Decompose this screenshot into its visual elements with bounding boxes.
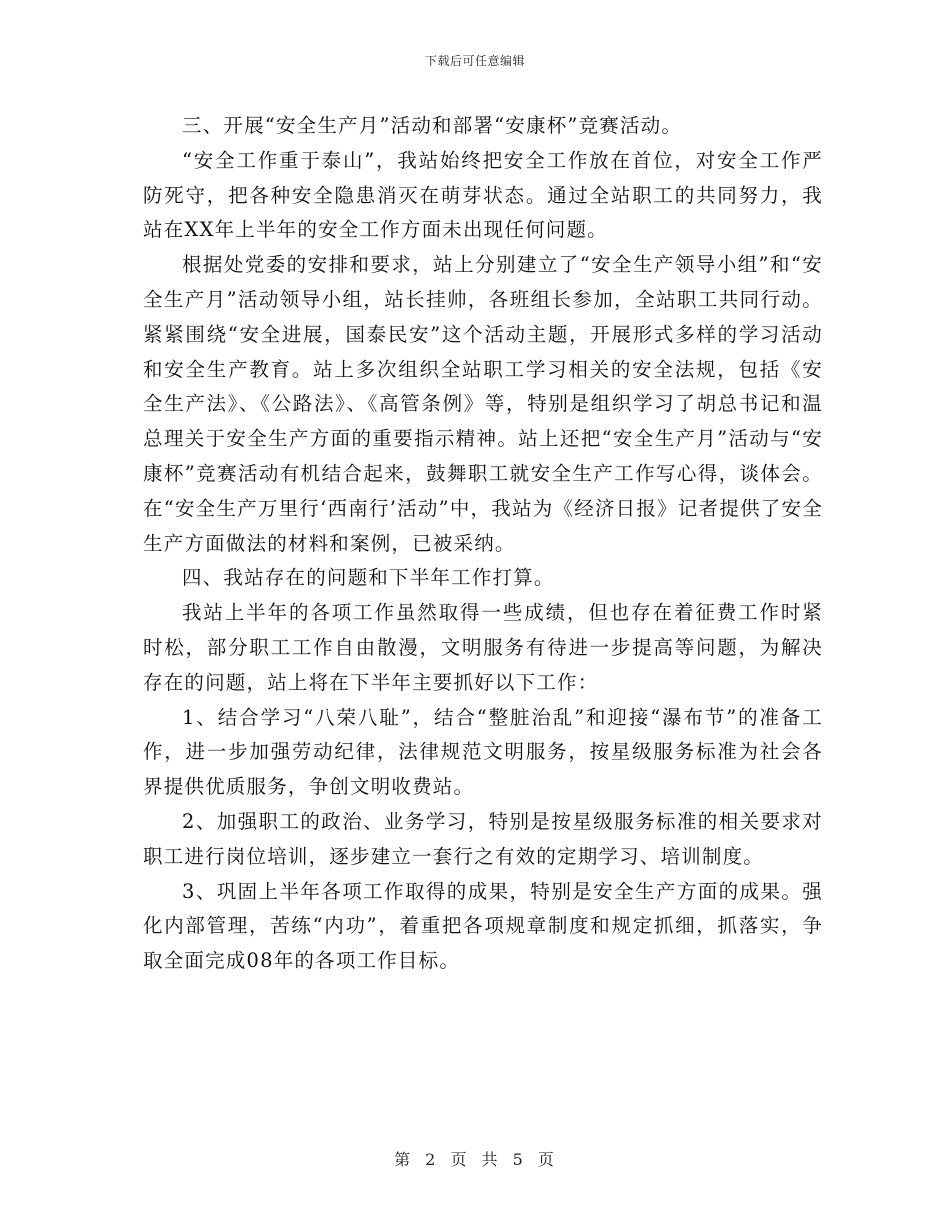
document-body (143, 109, 823, 979)
page-number: 第 2 页 共 5 页 (394, 1150, 556, 1169)
list-item-3: 3、巩固上半年各项工作取得的成果，特别是安全生产方面的成果。强化内部管理，苦练“内功”，着重把各项规章制度和规定抓细，抓落实，争取全面完成08年的各项工作目标。 (143, 879, 823, 973)
section-heading-3: 三、开展“安全生产月”活动和部署“安康杯”竞赛活动。 (182, 114, 683, 137)
list-item-1: 1、结合学习“八荣八耻”，结合“整脏治乱”和迎接“瀑布节”的准备工作，进一步加强劳动纪律，法律规范文明服务，按星级服务标准为社会各界提供优质服务，争创文明收费站。 (143, 705, 823, 799)
body-paragraph: 根据处党委的安排和要求，站上分别建立了“安全生产领导小组”和“安全生产月”活动领导小组，站长挂帅，各班组长参加，全站职工共同行动。紧紧围绕“安全进展，国泰民安”这个活动主题，开展形式多样的学习活动和安全生产教育。站上多次组织全站职工学习相关的安全法规，包括《安全生产法》、《公路法》、《高管条例》等，特别是组织学习了胡总书记和温总理关于安全生产方面的重要指示精神。站上还把“安全生产月”活动与“安康杯”竞赛活动有机结合起来，鼓舞职工就安全生产工作写心得，谈体会。在“安全生产万里行‘西南行’活动”中，我站为《经济日报》记者提供了安全生产方面做法的材料和案例，已被采纳。 (143, 253, 823, 555)
header-note: 下载后可任意编辑 (424, 54, 525, 68)
body-paragraph: 我站上半年的各项工作虽然取得一些成绩，但也存在着征费工作时紧时松，部分职工工作自由散漫，文明服务有待进一步提高等问题，为解决存在的问题，站上将在下半年主要抓好以下工作： (143, 601, 823, 694)
body-paragraph: “安全工作重于泰山”，我站始终把安全工作放在首位，对安全工作严防死守，把各种安全隐患消灭在萌芽状态。通过全站职工的共同努力，我站在XX年上半年的安全工作方面未出现任何问题。 (143, 148, 823, 242)
list-item-2: 2、加强职工的政治、业务学习，特别是按星级服务标准的相关要求对职工进行岗位培训，逐步建立一套行之有效的定期学习、培训制度。 (143, 809, 823, 868)
section-heading-4: 四、我站存在的问题和下半年工作打算。 (182, 566, 555, 590)
